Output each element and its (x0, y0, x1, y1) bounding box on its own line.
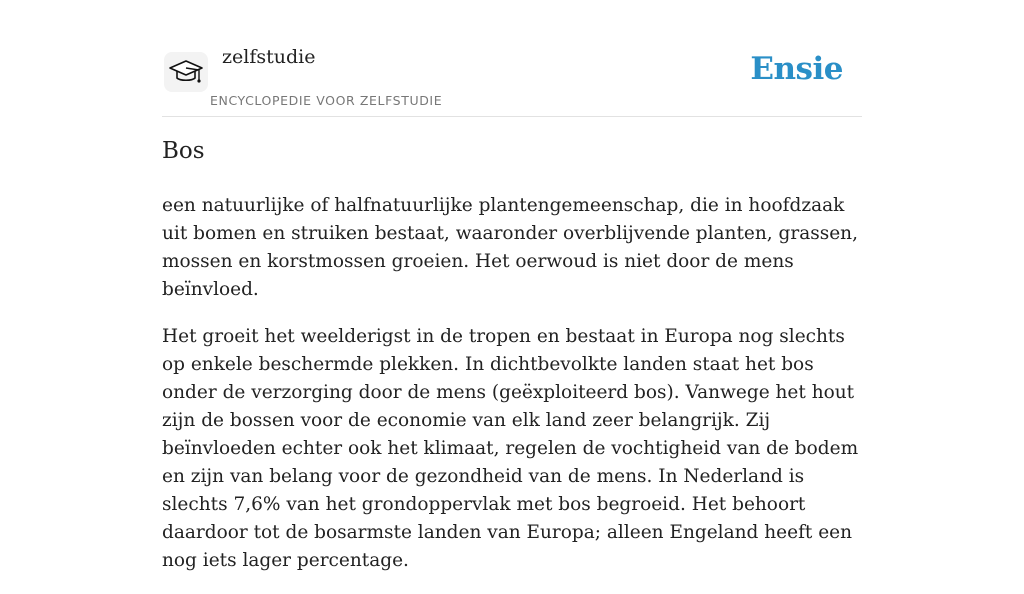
article-paragraph: een natuurlijke of halfnatuurlijke plantengemeenschap, die in hoofdzaak uit bomen en struiken bestaat, waaronder overblijvende planten, grassen, mossen en korstmossen groeien. Het oerwoud is niet door de mens beïnvloed. (162, 195, 858, 300)
article-paragraph: Het groeit het weelderigst in de tropen en bestaat in Europa nog slechts op enkele beschermde plekken. In dichtbevolkte landen staat het bos onder de verzorging door de mens (geëxploiteerd bos). Vanwege het hout zijn de bossen voor de economie van elk land zeer belangrijk. Zij beïnvloeden echter ook het klimaat, regelen de vochtigheid van de bodem en zijn van belang voor de gezondheid van de mens. In Nederland is slechts 7,6% van het grondoppervlak met bos begroeid. Het behoort daardoor tot de bosarmste landen van Europa; alleen Engeland heeft een nog iets lager percentage. (162, 326, 859, 571)
page-title: Bos (162, 138, 205, 164)
article-body (162, 192, 868, 594)
site-header (162, 40, 862, 117)
site-tagline: ENCYCLOPEDIE VOOR ZELFSTUDIE (210, 93, 443, 108)
graduation-cap-icon-graphic (168, 56, 204, 88)
graduation-cap-icon[interactable] (164, 52, 208, 92)
site-name-link[interactable]: zelfstudie (222, 46, 316, 68)
brand-logo-link[interactable]: Ensie (750, 51, 843, 87)
